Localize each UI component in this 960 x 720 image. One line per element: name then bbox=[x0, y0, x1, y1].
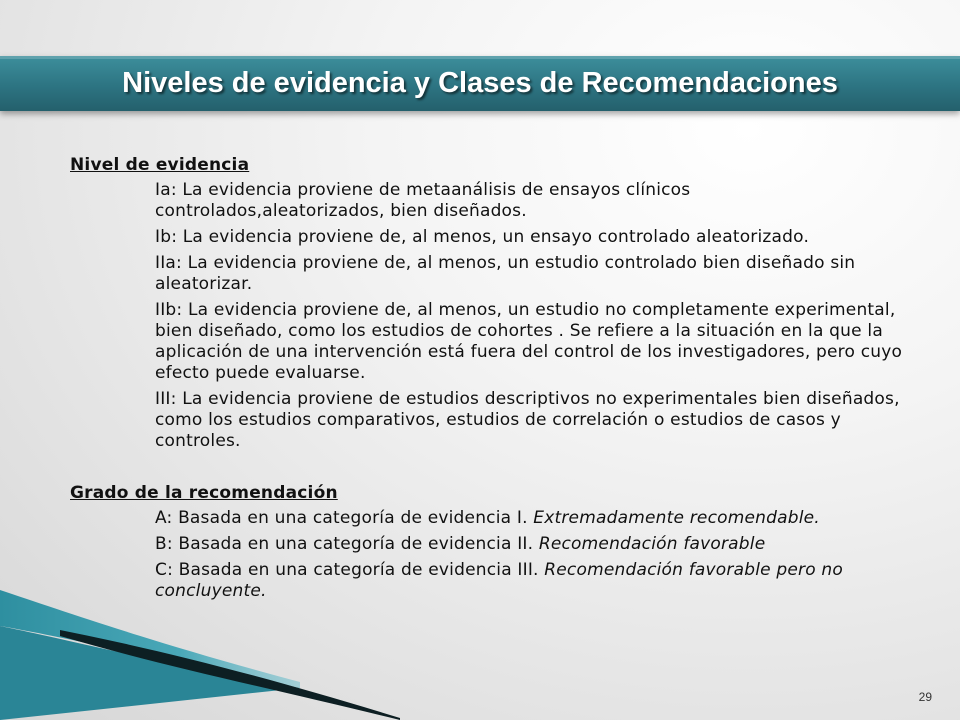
evidence-item-ia bbox=[155, 180, 910, 222]
evidence-heading: Nivel de evidencia bbox=[70, 155, 250, 175]
evidence-text: : La evidencia proviene de, al menos, un estudio no completamente experimental, bien diseñado, como los estudios de cohortes . Se refiere a la situación en la que la aplicación de una intervención está fuera del control de los investigadores, pero cuyo efecto puede evaluarse. bbox=[155, 300, 903, 383]
page-number: 29 bbox=[918, 690, 932, 704]
recommendation-emphasis: Recomendación favorable pero no concluyente. bbox=[155, 560, 844, 601]
evidence-item-iii bbox=[155, 389, 910, 452]
evidence-item-iia bbox=[155, 253, 910, 295]
recommendation-emphasis: Extremadamente recomendable. bbox=[533, 508, 820, 528]
slide-content bbox=[70, 155, 910, 607]
recommendation-text: : Basada en una categoría de evidencia II. bbox=[166, 534, 539, 554]
page-title: Niveles de evidencia y Clases de Recomendaciones bbox=[122, 67, 838, 99]
evidence-item-iib bbox=[155, 300, 910, 384]
recommendation-item-a bbox=[155, 508, 910, 529]
recommendation-text: : Basada en una categoría de evidencia III. bbox=[167, 560, 545, 580]
recommendation-code: B bbox=[155, 534, 167, 554]
evidence-code: Ia bbox=[155, 180, 171, 200]
evidence-code: IIb bbox=[155, 300, 177, 320]
recommendation-text: : Basada en una categoría de evidencia I. bbox=[166, 508, 534, 528]
decorative-swoosh bbox=[0, 590, 420, 720]
evidence-text: : La evidencia proviene de estudios descriptivos no experimentales bien diseñados, como los estudios comparativos, estudios de correlación o estudios de casos y controles. bbox=[155, 389, 900, 451]
evidence-item-ib bbox=[155, 227, 910, 248]
evidence-text: : La evidencia proviene de, al menos, un ensayo controlado aleatorizado. bbox=[171, 227, 810, 247]
recommendation-emphasis: Recomendación favorable bbox=[538, 534, 766, 554]
evidence-text: : La evidencia proviene de, al menos, un estudio controlado bien diseñado sin aleatorizar. bbox=[155, 253, 856, 294]
evidence-code: Ib bbox=[155, 227, 172, 247]
evidence-code: IIa bbox=[155, 253, 177, 273]
recommendation-item-b bbox=[155, 534, 910, 555]
recommendation-heading: Grado de la recomendación bbox=[70, 483, 338, 503]
evidence-code: III bbox=[155, 389, 171, 409]
evidence-text: : La evidencia proviene de metaanálisis de ensayos clínicos controlados,aleatorizados, bien diseñados. bbox=[155, 180, 691, 221]
recommendation-code: C bbox=[155, 560, 168, 580]
section-spacer bbox=[70, 457, 910, 483]
recommendation-code: A bbox=[155, 508, 167, 528]
